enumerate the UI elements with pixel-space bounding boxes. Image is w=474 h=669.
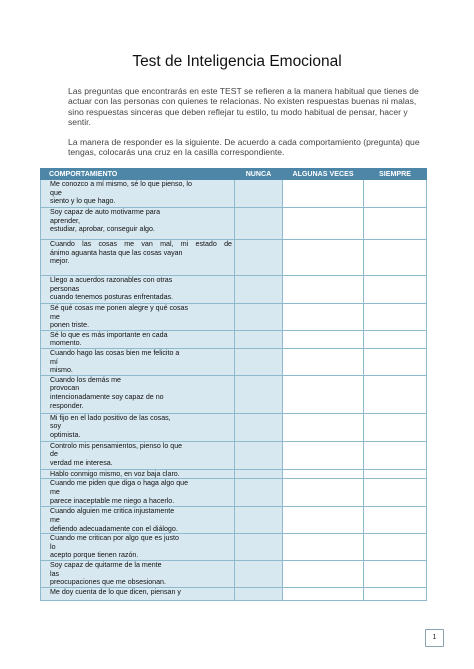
answer-cell-nunca[interactable] — [235, 479, 283, 507]
table-row — [41, 240, 427, 276]
question-text-line: cuando tenemos posturas enfrentadas. — [50, 293, 174, 302]
answer-cell-algunas-veces[interactable] — [283, 276, 364, 304]
table-row — [41, 413, 427, 441]
answer-cell-algunas-veces[interactable] — [283, 479, 364, 507]
answer-cell-siempre[interactable] — [364, 507, 427, 534]
question-cell — [41, 375, 235, 413]
question-text-line: estudiar, aprobar, conseguir algo. — [50, 225, 155, 234]
question-text-line: mí — [50, 357, 58, 366]
question-text-line: soy — [50, 422, 62, 431]
answer-cell-algunas-veces[interactable] — [283, 587, 364, 600]
answer-cell-algunas-veces[interactable] — [283, 507, 364, 534]
question-text-line: momento. — [50, 339, 82, 348]
answer-cell-nunca[interactable] — [235, 534, 283, 561]
answer-cell-siempre[interactable] — [364, 534, 427, 561]
answer-cell-siempre[interactable] — [364, 560, 427, 587]
question-text-line: ponen triste. — [50, 321, 90, 330]
question-text-line: acepto porque tienen razón. — [50, 551, 139, 560]
page-number: 1 — [425, 629, 444, 647]
question-cell — [41, 276, 235, 304]
question-cell — [41, 587, 235, 600]
answer-cell-algunas-veces[interactable] — [283, 413, 364, 441]
question-cell — [41, 560, 235, 587]
answer-cell-nunca[interactable] — [235, 469, 283, 479]
question-text-line: Soy capaz de quitarme de la mente — [50, 560, 162, 569]
answer-cell-algunas-veces[interactable] — [283, 375, 364, 413]
question-text-line: me — [50, 312, 60, 321]
table-row — [41, 534, 427, 561]
answer-cell-siempre[interactable] — [364, 587, 427, 600]
table-row — [41, 507, 427, 534]
answer-cell-siempre[interactable] — [364, 375, 427, 413]
answer-cell-nunca[interactable] — [235, 208, 283, 240]
question-text-line: mismo. — [50, 366, 73, 375]
question-text-line: Controlo mis pensamientos, pienso lo que — [50, 441, 183, 450]
question-cell — [41, 534, 235, 561]
answer-cell-siempre[interactable] — [364, 413, 427, 441]
answer-cell-nunca[interactable] — [235, 348, 283, 375]
question-text-line: Sé qué cosas me ponen alegre y qué cosas — [50, 304, 189, 312]
question-cell — [41, 240, 235, 276]
question-text-line: personas — [50, 284, 80, 293]
question-text-line: optimista. — [50, 430, 81, 439]
answer-cell-algunas-veces[interactable] — [283, 534, 364, 561]
answer-cell-algunas-veces[interactable] — [283, 208, 364, 240]
question-text-line: verdad me interesa. — [50, 458, 113, 467]
question-text-line: me — [50, 515, 60, 524]
question-text-line: provocan — [50, 384, 80, 393]
question-text-line: Cuando me critican por algo que es justo — [50, 534, 179, 543]
question-cell — [41, 413, 235, 441]
answer-cell-algunas-veces[interactable] — [283, 330, 364, 348]
table-row — [41, 560, 427, 587]
table-row — [41, 348, 427, 375]
question-text-line: Me doy cuenta de lo que dicen, piensan y — [50, 587, 181, 596]
column-header-siempre: SIEMPRE — [364, 169, 427, 180]
answer-cell-nunca[interactable] — [235, 507, 283, 534]
question-text-line: Cuando me piden que diga o haga algo que — [50, 479, 189, 488]
question-text-line: de — [50, 450, 58, 459]
answer-cell-siempre[interactable] — [364, 330, 427, 348]
question-text-line: intencionadamente soy capaz de no — [50, 392, 164, 401]
table-row — [41, 587, 427, 600]
answer-cell-nunca[interactable] — [235, 240, 283, 276]
question-text-line: Cuando los demás me — [50, 375, 121, 384]
question-text-line: Cuando hago las cosas bien me felicito a — [50, 348, 180, 357]
answer-cell-algunas-veces[interactable] — [283, 469, 364, 479]
question-cell — [41, 469, 235, 479]
answer-cell-nunca[interactable] — [235, 375, 283, 413]
question-text-line: las — [50, 569, 60, 578]
answer-cell-nunca[interactable] — [235, 330, 283, 348]
answer-cell-siempre[interactable] — [364, 441, 427, 469]
column-header-algunas-veces: ALGUNAS VECES — [283, 169, 364, 180]
answer-cell-siempre[interactable] — [364, 348, 427, 375]
table-row — [41, 375, 427, 413]
emotional-intelligence-table — [40, 168, 427, 601]
table-row — [41, 208, 427, 240]
answer-cell-algunas-veces[interactable] — [283, 240, 364, 276]
answer-cell-nunca[interactable] — [235, 587, 283, 600]
answer-cell-siempre[interactable] — [364, 304, 427, 331]
column-header-comportamiento: COMPORTAMIENTO — [41, 169, 235, 180]
question-text-line: Sé lo que es más importante en cada — [50, 330, 168, 339]
question-text-line: Cuando las cosas me van mal, mi estado de — [50, 240, 232, 248]
question-text-line: Mi fijo en el lado positivo de las cosas, — [50, 413, 171, 422]
answer-cell-nunca[interactable] — [235, 180, 283, 208]
table-row — [41, 441, 427, 469]
answer-cell-nunca[interactable] — [235, 276, 283, 304]
question-text-line: Hablo conmigo mismo, en voz baja claro. — [50, 469, 180, 478]
question-cell — [41, 304, 235, 331]
answer-cell-algunas-veces[interactable] — [283, 441, 364, 469]
question-text-line: defiendo adecuadamente con el diálogo. — [50, 524, 178, 533]
question-text-line: siento y lo que hago. — [50, 197, 116, 206]
question-cell — [41, 441, 235, 469]
answer-cell-siempre[interactable] — [364, 240, 427, 276]
question-text-line: responder. — [50, 401, 84, 410]
answer-cell-siempre[interactable] — [364, 276, 427, 304]
question-text-line: me — [50, 487, 60, 496]
question-cell — [41, 180, 235, 208]
question-cell — [41, 348, 235, 375]
question-cell — [41, 208, 235, 240]
table-row — [41, 180, 427, 208]
question-text-line: lo — [50, 542, 56, 551]
document-title: Test de Inteligencia Emocional — [132, 53, 342, 70]
answer-cell-siempre[interactable] — [364, 479, 427, 507]
answer-cell-siempre[interactable] — [364, 208, 427, 240]
question-text-line: preocupaciones que me obsesionan. — [50, 578, 166, 587]
table-row — [41, 276, 427, 304]
table-row — [41, 479, 427, 507]
answer-cell-nunca[interactable] — [235, 304, 283, 331]
question-cell — [41, 507, 235, 534]
column-header-nunca: NUNCA — [235, 169, 283, 180]
question-text-line: que — [50, 188, 62, 197]
answer-cell-siempre[interactable] — [364, 469, 427, 479]
question-cell — [41, 330, 235, 348]
table-body — [41, 180, 427, 601]
answer-cell-algunas-veces[interactable] — [283, 560, 364, 587]
intro-paragraph: Las preguntas que encontrarás en este TEST se refieren a la manera habitual que tienes de actuar con las personas con quienes te relacionas. No existen respuestas buenas ni malas, sino respuestas sinceras que deben reflejar tu estilo, tu modo habitual de pensar, hacer y sentir. — [68, 86, 419, 128]
table-row — [41, 304, 427, 331]
question-text-line: ánimo aguanta hasta que las cosas vayan — [50, 248, 183, 257]
answer-cell-siempre[interactable] — [364, 180, 427, 208]
answer-cell-algunas-veces[interactable] — [283, 180, 364, 208]
table-row — [41, 330, 427, 348]
answer-cell-nunca[interactable] — [235, 560, 283, 587]
question-text-line: Cuando alguien me critica injustamente — [50, 507, 175, 516]
question-text-line: aprender, — [50, 216, 80, 225]
question-cell — [41, 479, 235, 507]
question-text-line: Soy capaz de auto motivarme para — [50, 208, 161, 216]
table-header-row — [41, 169, 427, 180]
answer-cell-nunca[interactable] — [235, 413, 283, 441]
table-row — [41, 469, 427, 479]
question-text-line: mejor. — [50, 257, 70, 266]
question-text-line: Me conozco a mí mismo, sé lo que pienso, lo — [50, 180, 192, 188]
answer-cell-algunas-veces[interactable] — [283, 348, 364, 375]
question-text-line: parece inaceptable me niego a hacerlo. — [50, 496, 175, 505]
question-text-line: Llego a acuerdos razonables con otras — [50, 276, 173, 284]
answer-cell-algunas-veces[interactable] — [283, 304, 364, 331]
instructions-paragraph: La manera de responder es la siguiente. De acuerdo a cada comportamiento (pregunta) que tengas, colocarás una cruz en la casilla correspondiente. — [68, 137, 420, 158]
answer-cell-nunca[interactable] — [235, 441, 283, 469]
